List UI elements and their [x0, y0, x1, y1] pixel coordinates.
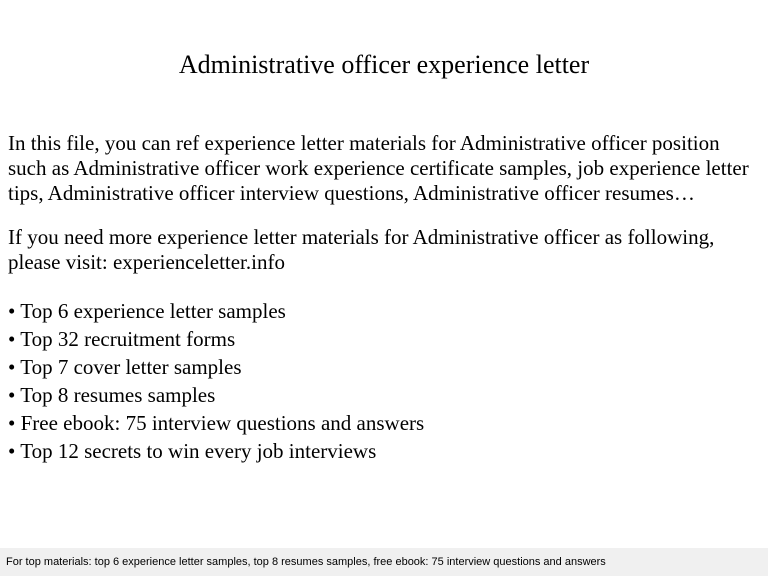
list-item: • Free ebook: 75 interview questions and answers: [8, 411, 425, 435]
more-paragraph: [8, 225, 764, 275]
intro-paragraph: [8, 131, 764, 206]
materials-list: [8, 297, 424, 465]
list-item: • Top 32 recruitment forms: [8, 327, 236, 351]
intro-line: In this file, you can ref experience letter materials for Administrative officer position: [8, 131, 720, 155]
more-line: If you need more experience letter materials for Administrative officer as following,: [8, 225, 715, 249]
more-line: please visit: experienceletter.info: [8, 250, 285, 274]
list-item: • Top 12 secrets to win every job interviews: [8, 439, 377, 463]
list-item: • Top 6 experience letter samples: [8, 299, 286, 323]
intro-line: tips, Administrative officer interview questions, Administrative officer resumes…: [8, 181, 695, 205]
intro-line: such as Administrative officer work experience certificate samples, job experience letter: [8, 156, 749, 180]
page-title: Administrative officer experience letter: [178, 50, 590, 79]
footer-bar: For top materials: top 6 experience letter samples, top 8 resumes samples, free ebook: 75 interview questions and answers: [0, 548, 768, 576]
list-item: • Top 7 cover letter samples: [8, 355, 242, 379]
list-item: • Top 8 resumes samples: [8, 383, 216, 407]
